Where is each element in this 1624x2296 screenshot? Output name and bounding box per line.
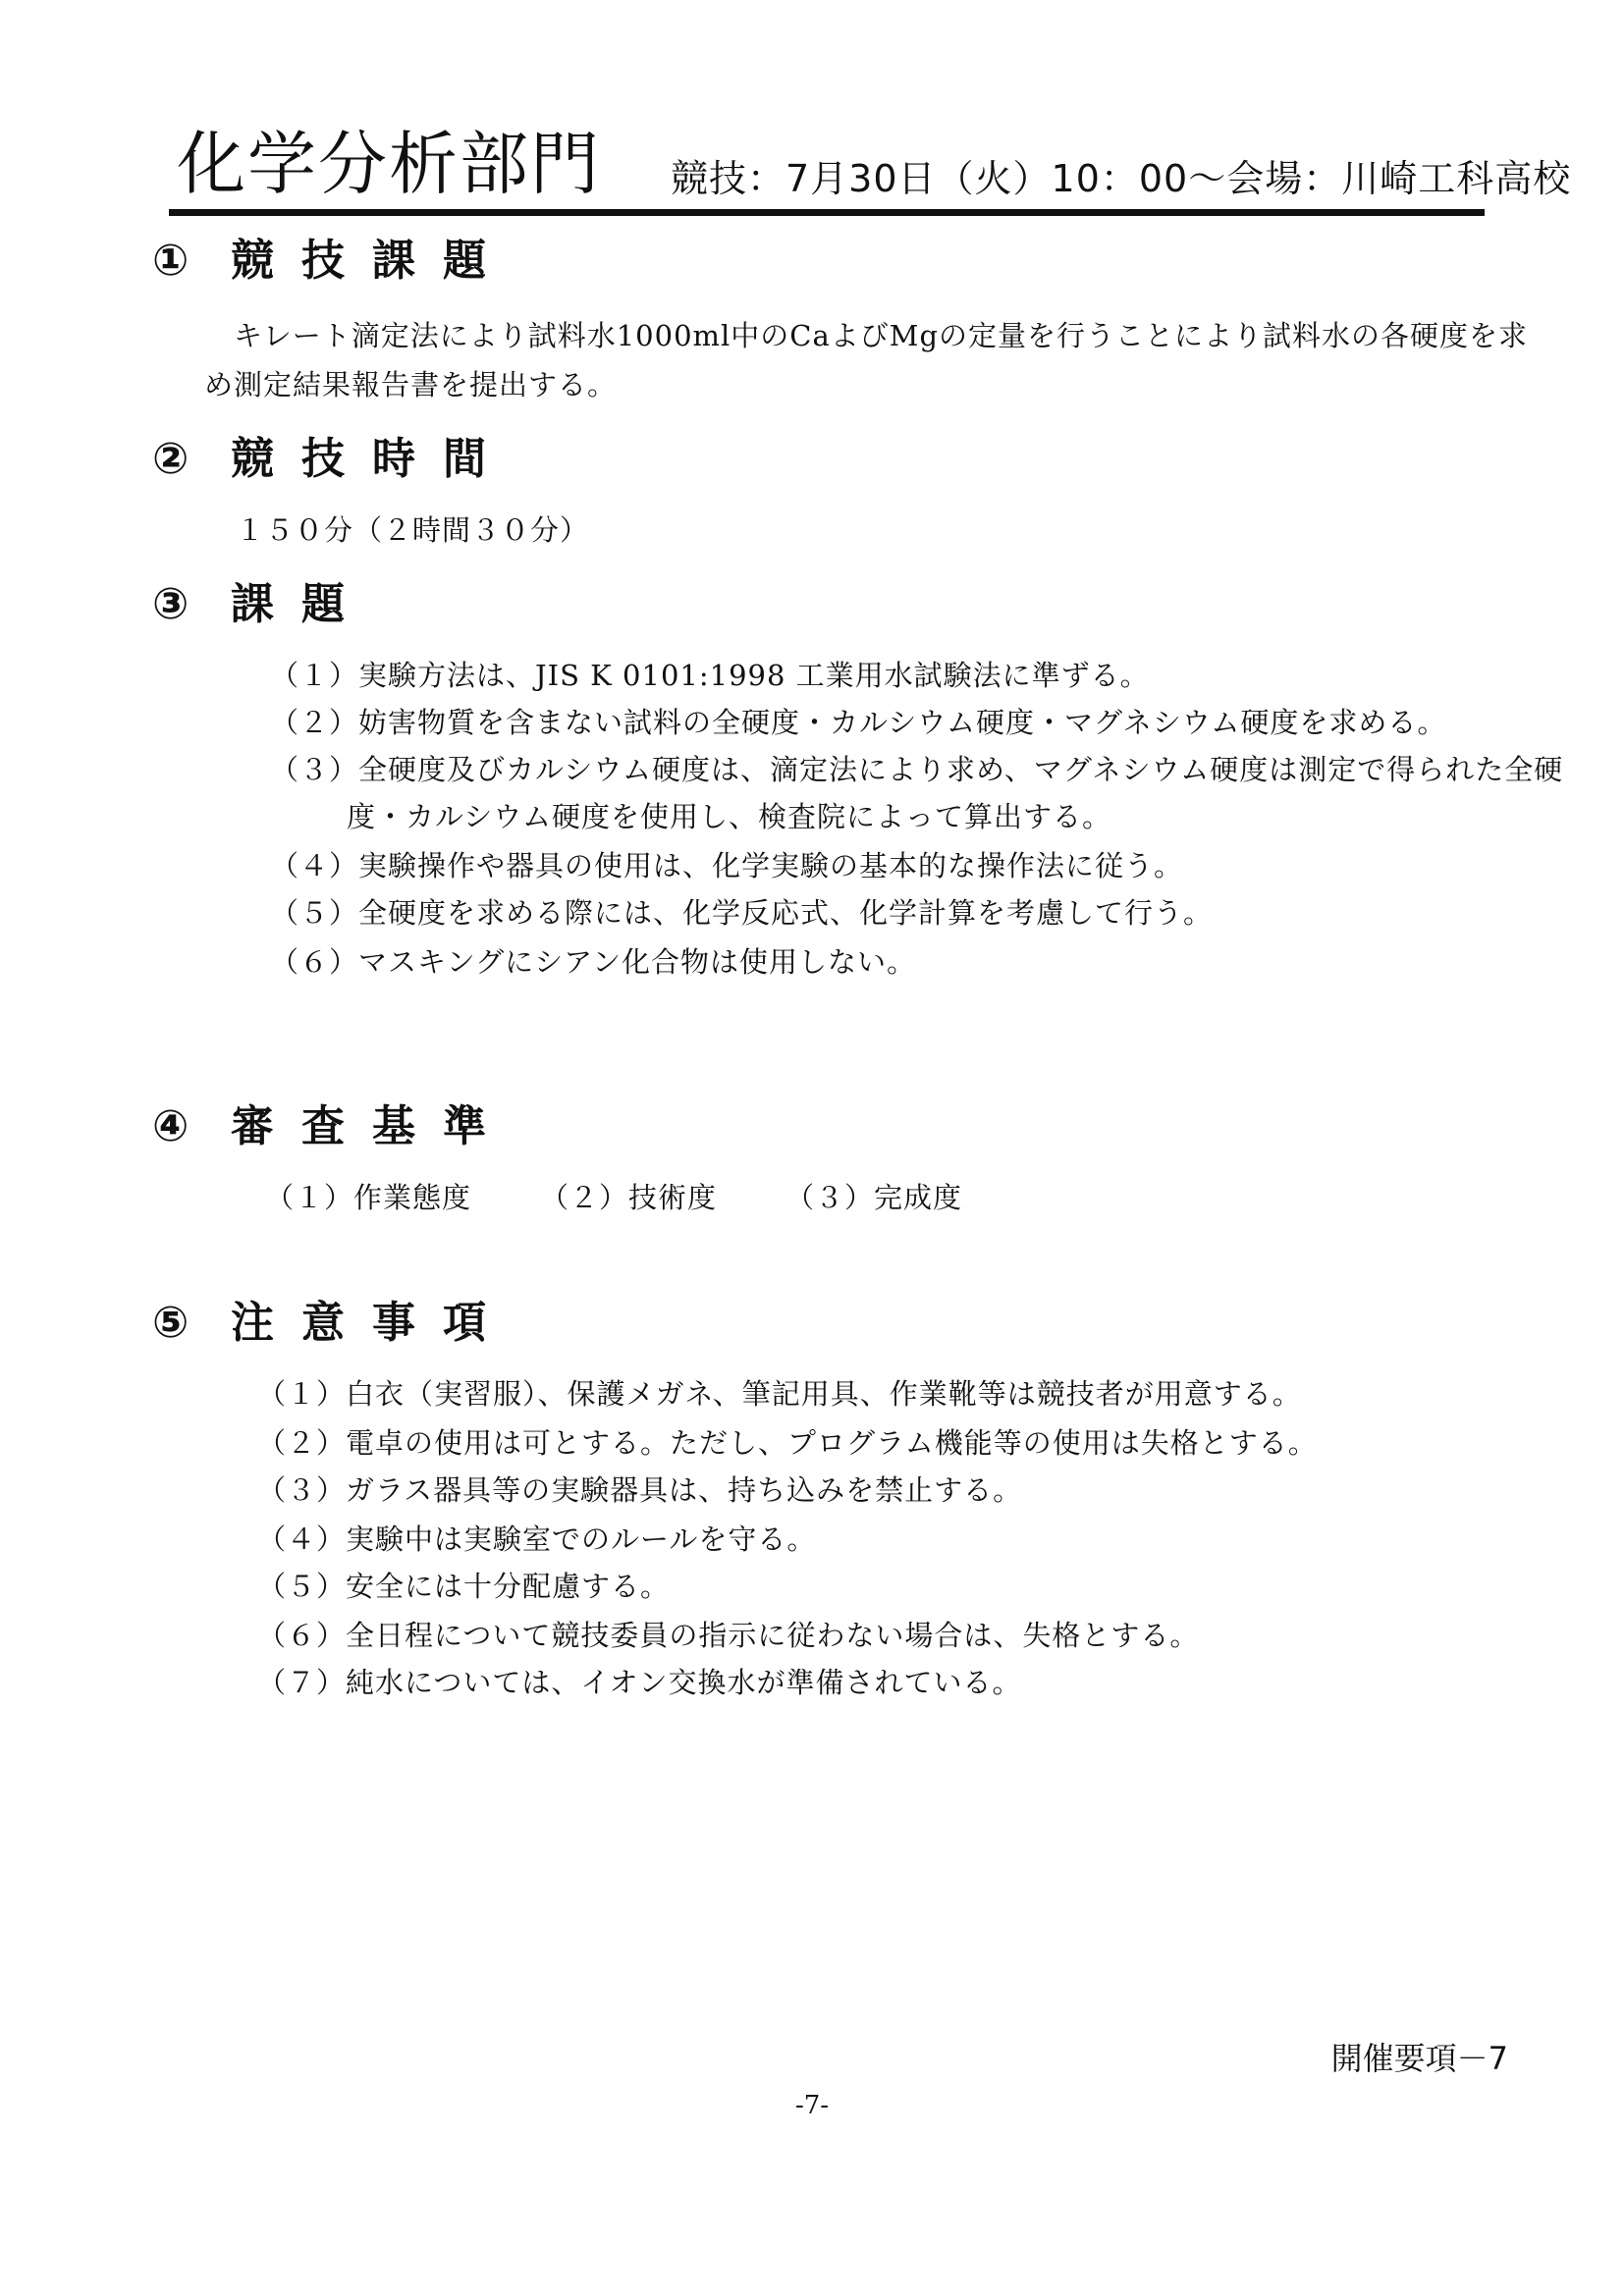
criteria-list <box>265 1178 1031 1217</box>
section-3-item-2: （２）妨害物質を含まない試料の全硬度・カルシウム硬度・マグネシウム硬度を求める。 <box>270 706 1447 739</box>
page-number: -7- <box>794 2091 830 2120</box>
section-2-number: ② <box>152 434 189 484</box>
section-1-line-1: キレート滴定法により試料水1000ml中のCaよびMgの定量を行うことにより試料水の各硬度を求 <box>234 319 1529 352</box>
section-5-heading <box>152 1296 514 1351</box>
section-3-number: ③ <box>152 579 189 629</box>
section-1-line-2: め測定結果報告書を提出する。 <box>204 368 618 401</box>
document-code: 開催要項－7 <box>1330 2040 1508 2077</box>
section-5-item-6: （６）全日程について競技委員の指示に従わない場合は、失格とする。 <box>257 1619 1200 1652</box>
section-3-heading <box>152 577 372 632</box>
section-5-item-7: （７）純水については、イオン交換水が準備されている。 <box>257 1666 1022 1699</box>
section-3-item-5: （５）全硬度を求める際には、化学反応式、化学計算を考慮して行う。 <box>270 896 1214 930</box>
section-3-item-3-cont: 度・カルシウム硬度を使用し、検査院によって算出する。 <box>347 800 1111 833</box>
section-5-item-4: （４）実験中は実験室でのルールを守る。 <box>257 1522 817 1556</box>
criteria-item-3: （３）完成度 <box>785 1181 963 1214</box>
section-5-title: 注意事項 <box>231 1298 514 1348</box>
section-3-item-4: （４）実験操作や器具の使用は、化学実験の基本的な操作法に従う。 <box>270 849 1184 882</box>
section-2-text: １５０分（２時間３０分） <box>236 513 590 547</box>
section-3-item-3: （３）全硬度及びカルシウム硬度は、滴定法により求め、マグネシウム硬度は測定で得られた全硬 <box>270 753 1564 786</box>
section-5-item-3: （３）ガラス器具等の実験器具は、持ち込みを禁止する。 <box>257 1473 1023 1507</box>
criteria-item-1: （１）作業態度 <box>265 1181 472 1214</box>
section-3-title: 課題 <box>231 579 372 629</box>
section-5-number: ⑤ <box>152 1298 189 1348</box>
page-title: 化学分析部門 <box>177 124 601 204</box>
section-2-title: 競技時間 <box>231 434 514 484</box>
section-4-number: ④ <box>152 1101 189 1151</box>
section-4-heading <box>152 1099 514 1154</box>
section-3-item-1: （１）実験方法は、JIS K 0101:1998 工業用水試験法に準ずる。 <box>270 659 1150 692</box>
competition-info: 競技：7月30日（火）10：00～会場：川崎工科高校 <box>671 157 1572 200</box>
criteria-item-2: （２）技術度 <box>540 1181 718 1214</box>
section-5-item-5: （５）安全には十分配慮する。 <box>257 1570 671 1603</box>
section-1-title: 競技課題 <box>231 236 514 286</box>
section-1-number: ① <box>152 236 189 286</box>
section-4-title: 審査基準 <box>231 1101 514 1151</box>
section-3-item-6: （６）マスキングにシアン化合物は使用しない。 <box>270 945 916 979</box>
section-5-item-1: （１）白衣（実習服）、保護メガネ、筆記用具、作業靴等は競技者が用意する。 <box>257 1377 1302 1411</box>
section-1-heading <box>152 234 514 289</box>
title-rule <box>169 209 1485 216</box>
section-2-heading <box>152 432 514 487</box>
section-5-item-2: （２）電卓の使用は可とする。ただし、プログラム機能等の使用は失格とする。 <box>257 1426 1318 1460</box>
